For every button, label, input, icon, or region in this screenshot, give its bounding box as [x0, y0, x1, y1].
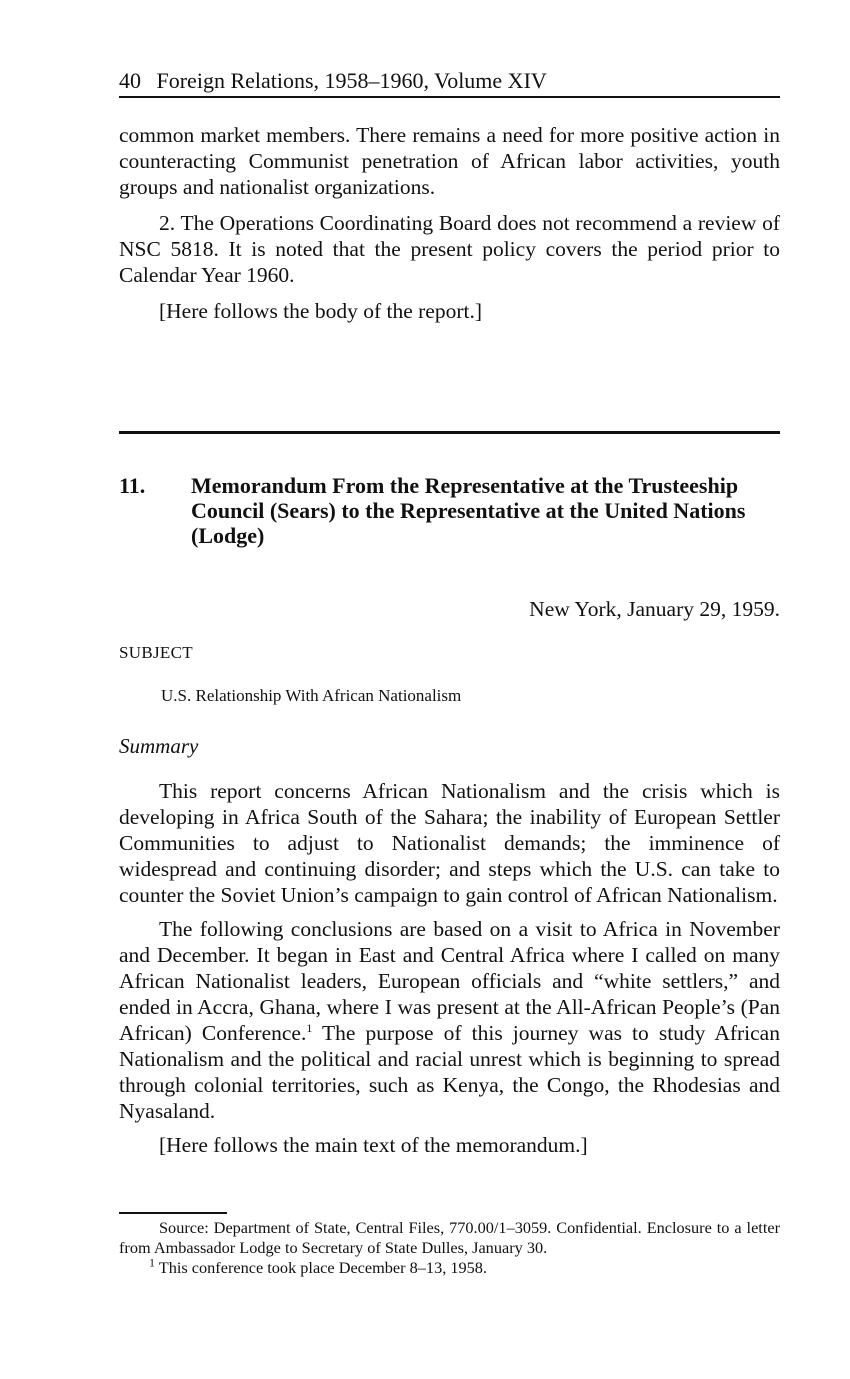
source-note: Source: Department of State, Central Files, 770.00/1–3059. Confidential. Enclosure to a letter from Ambassador Lodge to Secretary of State Dulles, January 30.: [119, 1218, 780, 1257]
section-divider: [119, 431, 780, 434]
subject-text: U.S. Relationship With African Nationalism: [161, 686, 462, 705]
footnote-1-text: This conference took place December 8–13, 1958.: [155, 1258, 487, 1277]
summary-paragraph-2-text: The following conclusions are based on a visit to Africa in November and December. It began in East and Central Africa where I called on many African Nationalist leaders, European officials and “white settlers,” and ended in Accra, Ghana, where I was present at the All-African People’s (Pan African) Conference.: [119, 917, 780, 1045]
volume-title: Foreign Relations, 1958–1960, Volume XIV: [156, 68, 547, 93]
dateline: New York, January 29, 1959.: [529, 597, 780, 621]
running-head: [119, 66, 780, 98]
summary-heading: Summary: [119, 734, 199, 758]
document-title: Memorandum From the Representative at the Trusteeship Council (Sears) to the Representative at the United Nations (Lodge): [191, 473, 746, 548]
summary-paragraph-1: This report concerns African Nationalism and the crisis which is developing in Africa South of the Sahara; the inability of European Settler Communities to adjust to Nationalist demands; the imminence of widespread and continuing disorder; and steps which the U.S. can take to counter the Soviet Union’s campaign to gain control of African Nationalism.: [119, 779, 780, 907]
recommendation-paragraph: 2. The Operations Coordinating Board does not recommend a review of NSC 5818. It is noted that the present policy covers the period prior to Calendar Year 1960.: [119, 211, 780, 287]
summary-paragraph-2: [119, 916, 780, 1124]
summary-paragraph-2-continued: The purpose of this journey was to study African Nationalism and the political and racial unrest which is beginning to spread through colonial territories, such as Kenya, the Congo, the Rhodesias and Nyasaland.: [119, 1021, 780, 1123]
document-number: 11.: [119, 473, 146, 498]
continued-text: [119, 122, 780, 334]
editorial-note: [Here follows the body of the report.]: [159, 299, 482, 323]
footnote-marker: 1: [149, 1255, 155, 1270]
page-number: 40: [119, 68, 141, 93]
continued-paragraph: common market members. There remains a need for more positive action in counteracting Communist penetration of African labor activities, youth groups and nationalist organizations.: [119, 123, 780, 199]
closing-editorial-note: [Here follows the main text of the memorandum.]: [159, 1133, 588, 1157]
footnotes: [119, 1218, 780, 1278]
summary-body: [119, 778, 780, 1166]
subject-label: SUBJECT: [119, 643, 193, 662]
footnote-1: [119, 1255, 780, 1278]
footnote-rule: [119, 1212, 227, 1214]
footnote-reference: 1: [306, 1020, 313, 1035]
